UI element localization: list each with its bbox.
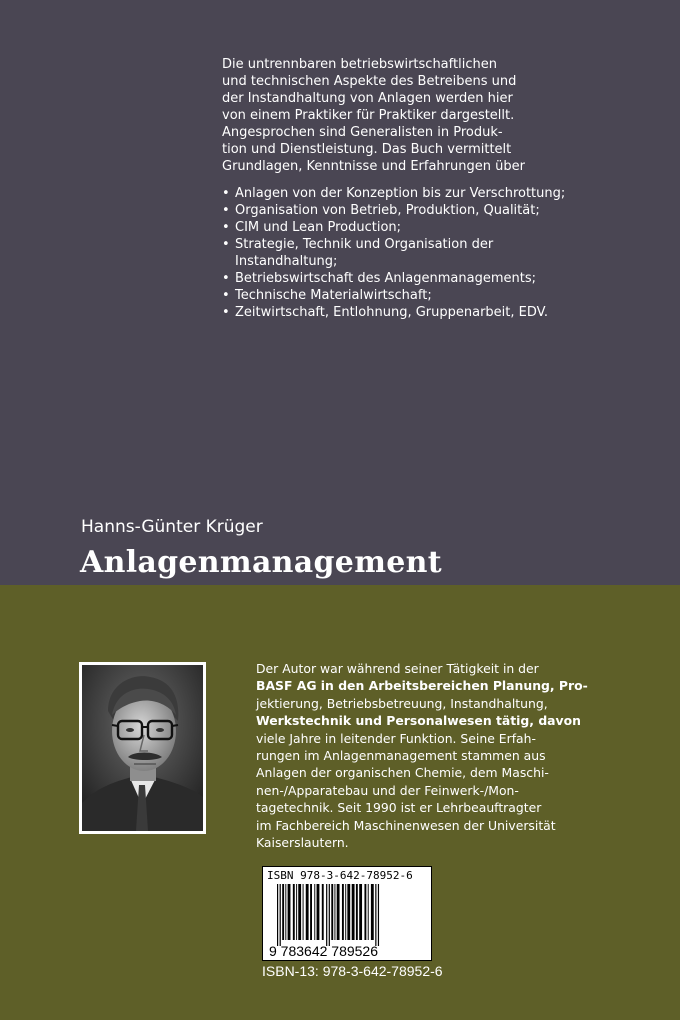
- bio-line: Werkstechnik und Personalwesen tätig, davon: [256, 713, 581, 729]
- bio-line: im Fachbereich Maschinenwesen der Universität: [256, 817, 556, 833]
- barcode-bar: [282, 884, 284, 940]
- bio-line: BASF AG in den Arbeitsbereichen Planung, Pro-: [256, 678, 588, 694]
- topic-item: • CIM und Lean Production;: [222, 219, 622, 236]
- barcode-bar: [317, 884, 320, 940]
- barcode-bar: [329, 884, 330, 946]
- topic-item: • Technische Materialwirtschaft;: [222, 287, 622, 304]
- barcode-bar: [359, 884, 362, 940]
- bio-line: rungen im Anlagenmanagement stammen aus: [256, 748, 546, 764]
- barcode-bars: [263, 867, 433, 962]
- topic-item-continuation: Instandhaltung;: [235, 254, 338, 269]
- bio-line: jektierung, Betriebsbetreuung, Instandhaltung,: [256, 695, 548, 711]
- barcode-bar: [303, 884, 304, 940]
- bio-line: Der Autor war während seiner Tätigkeit in der: [256, 661, 539, 676]
- barcode-bar: [375, 884, 376, 946]
- barcode-bar: [368, 884, 369, 940]
- author-photo: [79, 662, 206, 834]
- intro-line: Grundlagen, Kenntnisse und Erfahrungen über: [222, 159, 525, 174]
- barcode-bar: [337, 884, 340, 940]
- barcode-bar: [378, 884, 379, 946]
- intro-line: und technischen Aspekte des Betreibens und: [222, 74, 517, 89]
- barcode-bar: [352, 884, 355, 940]
- intro-line: Angesprochen sind Generalisten in Produk-: [222, 125, 503, 140]
- topic-item: • Betriebswirtschaft des Anlagenmanagements;: [222, 270, 622, 287]
- barcode-bar: [280, 884, 281, 946]
- intro-line: der Instandhaltung von Anlagen werden hier: [222, 91, 513, 106]
- intro-line: Die untrennbaren betriebswirtschaftlichen: [222, 57, 497, 72]
- barcode-bar: [326, 884, 327, 946]
- barcode-bar: [306, 884, 309, 940]
- bio-line: viele Jahre in leitender Funktion. Seine Erfah-: [256, 730, 536, 746]
- isbn-13-label: ISBN-13: 978-3-642-78952-6: [262, 963, 443, 979]
- topic-item: • Zeitwirtschaft, Entlohnung, Gruppenarbeit, EDV.: [222, 304, 622, 321]
- bio-line: tagetechnik. Seit 1990 ist er Lehrbeauftragter: [256, 800, 542, 816]
- intro-line: tion und Dienstleistung. Das Buch vermittelt: [222, 142, 512, 157]
- book-title: Anlagenmanagement: [80, 545, 442, 580]
- barcode-digits: 9 783642 789526: [269, 943, 378, 959]
- barcode-bar: [285, 884, 286, 940]
- bio-line: nen-/Apparatebau und der Feinwerk-/Mon-: [256, 782, 519, 798]
- barcode-bar: [334, 884, 335, 940]
- barcode-bar: [331, 884, 333, 940]
- barcode-bar: [293, 884, 295, 940]
- barcode-bar: [322, 884, 324, 940]
- barcode-bar: [345, 884, 346, 940]
- barcode-bar: [356, 884, 358, 940]
- barcode-isbn-label: ISBN 978-3-642-78952-6: [267, 869, 413, 882]
- barcode-bar: [371, 884, 374, 940]
- topic-item: • Strategie, Technik und Organisation der Instandhaltung;: [222, 236, 622, 270]
- author-bio: [256, 660, 596, 851]
- barcode-bar: [364, 884, 366, 940]
- barcode: [262, 866, 432, 961]
- intro-text: [222, 56, 622, 321]
- topic-item: • Organisation von Betrieb, Produktion, Qualität;: [222, 202, 622, 219]
- topic-item: • Anlagen von der Konzeption bis zur Verschrottung;: [222, 185, 622, 202]
- barcode-bar: [288, 884, 291, 940]
- barcode-bar: [296, 884, 297, 940]
- barcode-bar: [298, 884, 301, 940]
- barcode-bar: [314, 884, 315, 940]
- barcode-bar: [347, 884, 350, 940]
- barcode-bar: [277, 884, 278, 946]
- intro-line: von einem Praktiker für Praktiker dargestellt.: [222, 108, 515, 123]
- intro-paragraph: [222, 56, 622, 175]
- barcode-bar: [310, 884, 312, 940]
- bio-line: Kaiserslautern.: [256, 835, 349, 851]
- author-portrait-image: [82, 665, 203, 831]
- barcode-bar: [342, 884, 344, 940]
- author-name: Hanns-Günter Krüger: [81, 517, 263, 537]
- topic-list: [222, 185, 622, 321]
- bio-line: Anlagen der organischen Chemie, dem Maschi-: [256, 765, 549, 781]
